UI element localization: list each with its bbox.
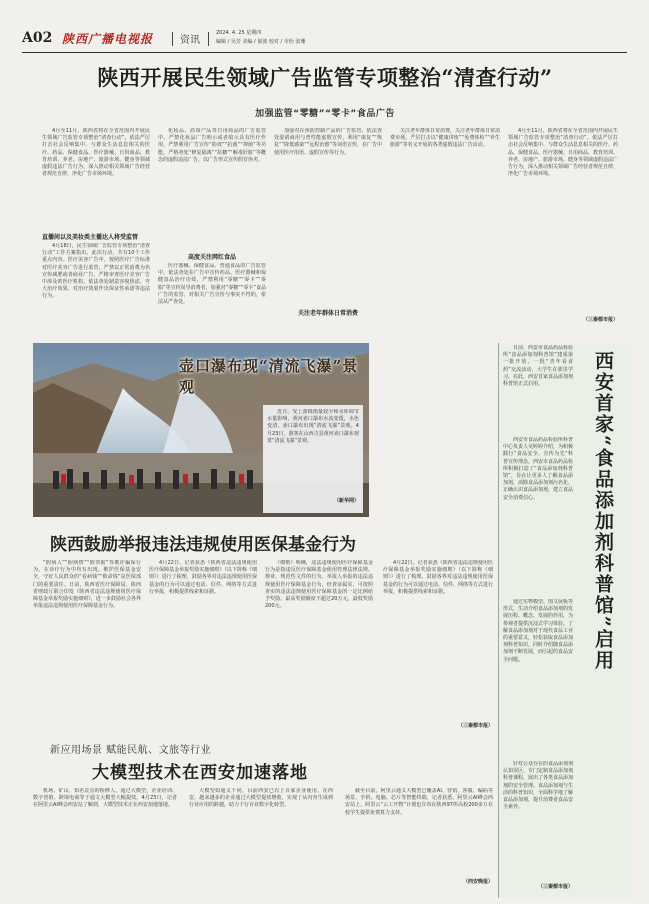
photo-caption-box (263, 405, 363, 513)
paragraph: 4月22日，记者获悉《陕西省违法违规使用医疗保障基金举报奖励实施细则》（以下简称《细则》）进行了梳理。鼓励各界对违法违规使用医保基金的行为可以通过电话、信件、网络等方式进行举报，积极提供线索和证据。 (383, 560, 493, 595)
article4-headline: 西安首家“食品添加剂科普馆”启用 (592, 351, 614, 671)
article2-body (33, 560, 493, 732)
paragraph: 关注老年群体日常消费，关注老年群体日常消费市场，严厉打击以“健康讲座”“免费体检”“养生旅游”等名义开展的各类虚假违法广告活动。 (390, 128, 500, 149)
paragraph: 截至目前，阿里云通义大模型已覆盖AI、营销、客服、编码等场景，手机、电脑、芯片等智能终端，记者获悉，阿里云AI峰会西安站上，阿里云“云工开物”计划也宣布在陕西97所高校200多万在校学生提供免费算力支持。 (345, 788, 493, 816)
masthead (22, 20, 628, 54)
article4-box (498, 343, 631, 898)
paragraph: 4月至11月，陕西省将在全省范围内开展民生领域广告监管专项整治“清查行动”。依法严厉打击社会反响集中、与群众生活息息相关的医疗、药品、保健食品、医疗器械、日用商品、教育培训、养老、房地产、旅游市场、健身等领域虚假违法广告行为，深入推动相关领域广告经营者规范自律，净化广告市场环境。 (42, 128, 150, 178)
section-name: 资讯 (180, 35, 200, 46)
paragraph: 医疗器械、保健食品、普通食品的广告监管中，依法查处在广告中宣传药品、医疗器械和保健食品治疗功效，严禁利用“零糖”“零卡”“零脂”等宣传误导消费者，加强对“零糖”“零卡”食品广告的监管，对相关广告宣传与事实不符的，依法从严查处。 (158, 263, 266, 306)
photo-caption: 近日，受上游降雨量较少和水库调节水量影响，黄河壶口瀑布水流变缓，水色变清，壶口瀑布出现“清流飞瀑”景观。4月23日，游客在山西吉县黄河壶口瀑布观赏“清流飞瀑”景观。 (267, 409, 359, 444)
article1-credit: （三秦都市报） (582, 317, 618, 323)
subhead: 关注老年群体日常消费 (297, 310, 358, 317)
article4-text-col (503, 345, 573, 893)
article1-body (42, 128, 628, 336)
paragraph: 针对公众存在的食品添加剂认知误区，专门定制食品添加剂科普课程，展出了各类食品添加剂的安全管理、食品添加剂与生活的科普知识，全面科学地了解食品添加剂，提升消费者食品安全素养。 (503, 761, 573, 811)
paragraph: 《细则》明确，违法违规使用医疗保障基金行为是指违反医疗保障基金使用管理法律法规、规章、规范性文件的行为。举报人举报的违法违规使用医疗保障基金行为，经查证属实，可按照查实的违法违规使用医疗保障基金的一定比例给予奖励。最高奖励额度不超过20万元，最低奖励200元。 (265, 560, 373, 610)
page-number: A02 (22, 30, 53, 46)
photo-title: 壶口瀑布现“清流飞瀑”景观 (179, 357, 359, 396)
masthead-divider (208, 32, 209, 46)
paragraph: 西安市食品药品检验所科普中心负责人吴婷婷介绍，为积极践行“食品安全、宣传为先”科普宣传理念，西安市食品药品检所积极打造了“食品添加剂科普馆”，旨在让更多人了解食品添加剂，消除食品添加剂污名化，正确认识食品添加剂，建立食品安全消费信心。 (503, 437, 573, 501)
paragraph: 4月至11月，陕西省将在全省范围内开展民生领域广告监管专项整治“清查行动”。依法严厉打击社会反响集中、与群众生活息息相关的医疗、药品、保健食品、医疗器械、日用商品、教育培训、养老、房地产、旅游市场、健身等领域虚假违法广告行为，深入推动相关领域广告经营者规范自律，净化广告市场环境。 (508, 128, 618, 178)
paragraph: 4月22日，记者获悉《陕西省违法违规使用医疗保障基金举报奖励实施细则》（以下简称《细则》）进行了梳理。鼓励各界对违法违规使用医保基金的行为可以通过电话、信件、网络等方式进行举报，积极提供线索和证据。 (149, 560, 257, 595)
paragraph: 化妆品、消毒产品等日用商品的广告监管中，严禁化妆品广告明示或者暗示具有医疗作用，严禁利用广告宣传“防疫”“抗菌”“抑菌”等功能，严格查处“修复隔离”“抗糖”“解毒肝脏”等概念的虚假违法广告，以广告形式宣传假冒伪劣。 (158, 128, 266, 163)
article1-subheadline: 加强监管“零糖”“零卡”食品广告 (255, 109, 395, 119)
issue-date: 2024. 4. 25 星期四 (216, 30, 262, 36)
paper-name: 陕西广播电视报 (62, 32, 154, 46)
photo-frame (33, 343, 369, 517)
article2-credit: （三秦都市报） (457, 723, 493, 729)
article3-kicker: 新应用场景 赋能民航、文旅等行业 (50, 745, 212, 756)
photo-credit: （新华网） (333, 498, 359, 504)
masthead-rule (22, 52, 627, 53)
editorial-staff: 编辑 / 吴芳 美编 / 倪波 校对 / 幸怡 张珊 (216, 39, 306, 45)
paragraph: 日前，西安市食品药品检验所“食品添加剂科普馆”建成第一批开放，一批“青年看食药”交流活动，大学生在那里学习、在此，西安首家食品添加剂科普馆正式启用。 (503, 345, 573, 388)
article4-credit: （三秦都市报） (537, 884, 573, 890)
article2-headline: 陕西鼓励举报违法违规使用医保基金行为 (50, 535, 356, 555)
paragraph: “假病人”“假病情”“假票据”等欺诈骗保行为，在诊疗行为中均有出现。维护医保基金安全，守好人民群众的“看病钱”“救命钱”是医保部门的重要责任。日前，陕西省医疗保障局、陕西省财政厅联合印发《陕西省违法违规使用医疗保障基金举报奖励实施细则》，进一步鼓励社会各界举报违法违规使用医疗保障基金行为。 (33, 560, 141, 610)
paragraph: 大模型如通义千问，目前西安已有上百家企业使用。在西安，越来越多的企业通过大模型提效增收，实现了从内容生成到行业应用的跨越，助力千行百业数字化转型。 (189, 788, 333, 809)
paragraph: 通过实物模型、图文展板等形式，生动介绍食品添加剂的发展历程、概念、发展的作用，为参观者提供沉浸式学习体验。了解食品添加剂对于现代食品工业的重要意义，轻松获取食品添加剂科普知识，同时介绍随食品添加剂不断发展，而引起的食品安全问题。 (503, 599, 573, 663)
article1-headline: 陕西开展民生领域广告监管专项整治“清查行动” (97, 65, 553, 90)
subhead: 高度关注网红食品 (187, 254, 236, 261)
article3-credit: （西安晚报） (462, 879, 493, 885)
article3-headline: 大模型技术在西安加速落地 (92, 763, 308, 783)
paragraph: 机场、矿山，知名景点的检修人、通过大模型，企业培训、数字营销、跨境电商等于通文大模型大幅提效。4月23日，记者在阿里云AI峰会西安站了解到，大模型技术正在西安加速落地。 (33, 788, 177, 809)
paragraph: 加强对在预防控制产品的广告监管。依法查处混淆商用与普性能虚假宣传，利用“康复”“恢复”“降低感染”“远程治愈”等词语宣传，在广告中使用医疗用语、虚假宣传等行为。 (274, 128, 382, 156)
masthead-divider (172, 32, 173, 46)
subhead: 直播间以及美妆类主播达人将受监管 (42, 234, 139, 241)
paragraph: 4月18日，民生领域广告监管专项整治“清查行动”工作方案指出，此次行动，共有10个工作重点内容。医疗美容广告中，按照医疗广告标准对医疗美容广告进行监管，严禁以正常消费为名宣传减肥或者商业广告，严格审查医疗美容广告中涉及的医疗机构，依法查处制造容貌焦虑、夸大治疗效果、对治疗效果作出保证性承诺等违法行为。 (42, 243, 150, 300)
article3-body (33, 788, 493, 888)
